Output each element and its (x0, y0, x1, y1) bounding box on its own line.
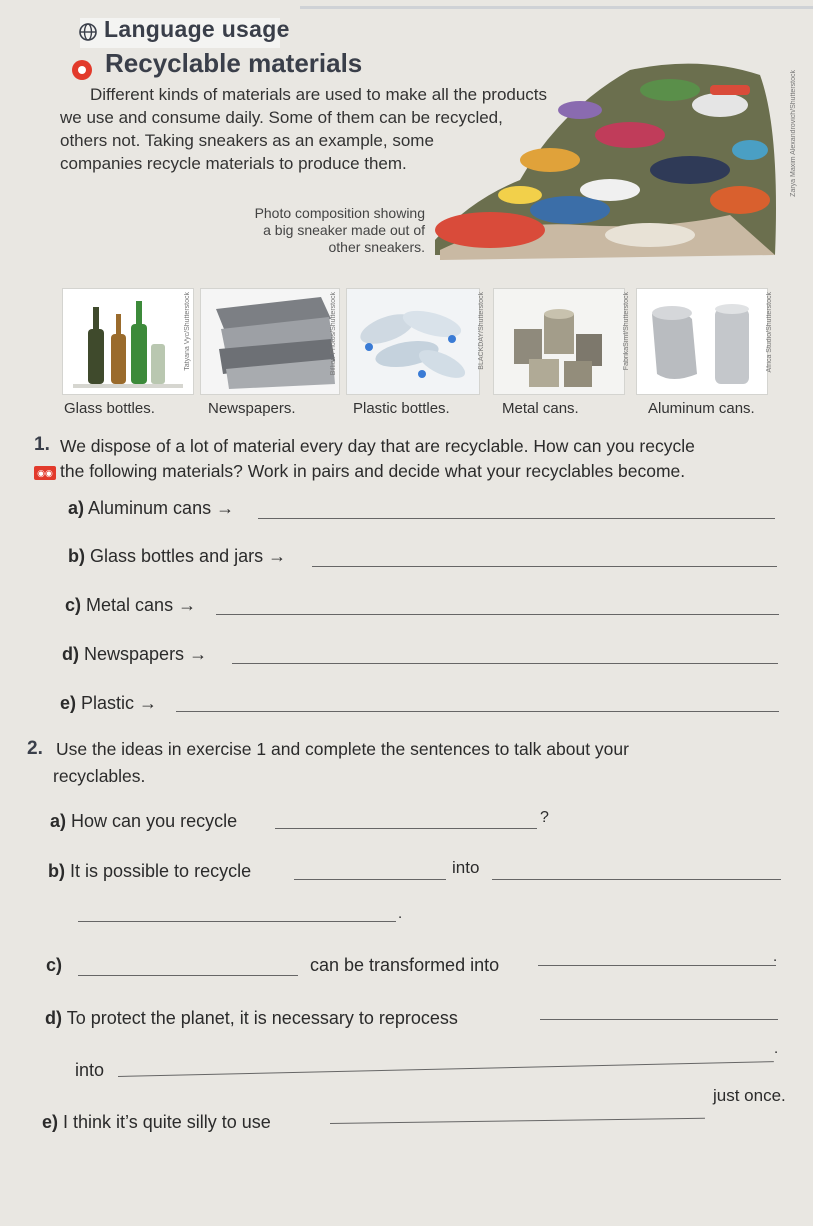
photo-credit: BLACKDAY/Shutterstock (478, 292, 485, 370)
item-letter: b) (68, 546, 85, 566)
page-title: Recyclable materials (105, 48, 363, 78)
plastic-bottles-photo (346, 288, 480, 395)
photo-credit: Tatyana Vyc/Shutterstock (184, 292, 191, 371)
caption-line: other sneakers. (328, 239, 425, 255)
item-text: I think it’s quite silly to use (63, 1112, 271, 1132)
sneaker-pile-image (430, 50, 785, 275)
answer-blank-c[interactable] (216, 614, 779, 615)
item-text: can be transformed into (310, 955, 500, 975)
exercise2-item-b (48, 861, 251, 882)
item-letter: a) (68, 498, 85, 518)
pair-work-icon: ◉◉ (34, 466, 56, 480)
item-letter: b) (48, 861, 65, 881)
answer-blank-2b-2[interactable] (492, 879, 781, 880)
exercise1-item-c (65, 595, 196, 616)
answer-blank-2c-1[interactable] (78, 975, 298, 976)
answer-blank-a[interactable] (258, 518, 775, 519)
bullet-center (78, 66, 86, 74)
newspapers-photo (200, 288, 340, 395)
item-letter: e) (42, 1112, 59, 1132)
plastic-bottles-image (347, 289, 479, 394)
item-text: To protect the planet, it is necessary to reprocess (66, 1008, 458, 1028)
photo-credit: Zarya Maxim Alexandrovich/Shutterstock (790, 70, 797, 197)
aluminum-cans-image (637, 289, 767, 394)
caption-line: Photo composition showing (254, 205, 425, 221)
item-letter: d) (45, 1008, 62, 1028)
exercise1-item-d (62, 644, 207, 665)
answer-blank-2e[interactable] (330, 1118, 705, 1124)
exercise-number: 2. (27, 738, 43, 759)
glass-bottles-image (63, 289, 193, 394)
item-letter: c) (46, 955, 63, 975)
glass-bottles-photo (62, 288, 194, 395)
exercise2-item-e (42, 1112, 271, 1133)
caption-line: a big sneaker made out of (263, 222, 425, 238)
image-caption (225, 205, 425, 256)
intro-line: others not. Taking sneakers as an example, some (60, 131, 434, 150)
exercise-instruction: We dispose of a lot of material every day that are recyclable. How can you recycle (60, 436, 695, 456)
item-text: Metal cans → (86, 595, 197, 615)
item-text: How can you recycle (71, 811, 238, 831)
answer-blank-2b-1[interactable] (294, 879, 446, 880)
answer-blank-2d-2[interactable] (118, 1061, 774, 1077)
photo-credit: FabrikaSimf/Shutterstock (623, 292, 630, 371)
intro-line: Different kinds of materials are used to make all the products (90, 85, 548, 104)
metal-cans-image (494, 289, 624, 394)
answer-blank-2a[interactable] (275, 828, 537, 829)
item-text: Aluminum cans → (88, 498, 235, 518)
photo-credit: Africa Studio/Shutterstock (766, 292, 773, 373)
item-text: just once. (713, 1086, 786, 1105)
photo-label: Metal cans. (502, 400, 579, 417)
period: . (774, 1040, 779, 1057)
item-letter: e) (60, 693, 77, 713)
item-letter: a) (50, 811, 67, 831)
period: . (773, 948, 778, 965)
question-mark: ? (540, 809, 549, 826)
item-text: Plastic → (81, 693, 158, 713)
exercise-instruction: Use the ideas in exercise 1 and complete the sentences to talk about your (56, 739, 629, 759)
photo-credit: Billion Photos/Shutterstock (330, 292, 337, 376)
answer-blank-e[interactable] (176, 711, 779, 712)
photo-label: Glass bottles. (64, 400, 155, 417)
answer-blank-d[interactable] (232, 663, 778, 664)
item-text: into (452, 858, 480, 877)
exercise1-item-e (60, 693, 157, 714)
photo-label: Aluminum cans. (648, 400, 755, 417)
exercise1-item-a (68, 498, 234, 519)
item-letter: c) (65, 595, 82, 615)
top-rule (300, 6, 813, 9)
answer-blank-2c-2[interactable] (538, 965, 776, 966)
exercise-instruction: the following materials? Work in pairs and decide what your recyclables become. (60, 461, 686, 481)
item-text: It is possible to recycle (70, 861, 252, 881)
aluminum-cans-photo (636, 288, 768, 395)
item-text: Glass bottles and jars → (90, 546, 287, 566)
item-text: Newspapers → (84, 644, 208, 664)
newspapers-image (201, 289, 339, 394)
answer-blank-b[interactable] (312, 566, 777, 567)
metal-cans-photo (493, 288, 625, 395)
photo-label: Newspapers. (208, 400, 296, 417)
answer-blank-2b-3[interactable] (78, 921, 396, 922)
exercise2-item-a (50, 811, 237, 832)
exercise1-item-b (68, 546, 286, 567)
photo-label: Plastic bottles. (353, 400, 450, 417)
exercise2-item-c (46, 955, 62, 976)
globe-icon (78, 22, 98, 42)
exercise2-item-d (45, 1008, 458, 1029)
intro-line: we use and consume daily. Some of them can be recycled, (60, 108, 503, 127)
answer-blank-2d-1[interactable] (540, 1019, 778, 1020)
item-text: into (75, 1060, 105, 1080)
exercise-number: 1. (34, 434, 50, 455)
section-title: Language usage (104, 16, 290, 42)
period: . (398, 905, 403, 922)
intro-line: companies recycle materials to produce them. (60, 154, 407, 173)
item-letter: d) (62, 644, 79, 664)
exercise-instruction: recyclables. (53, 766, 146, 786)
